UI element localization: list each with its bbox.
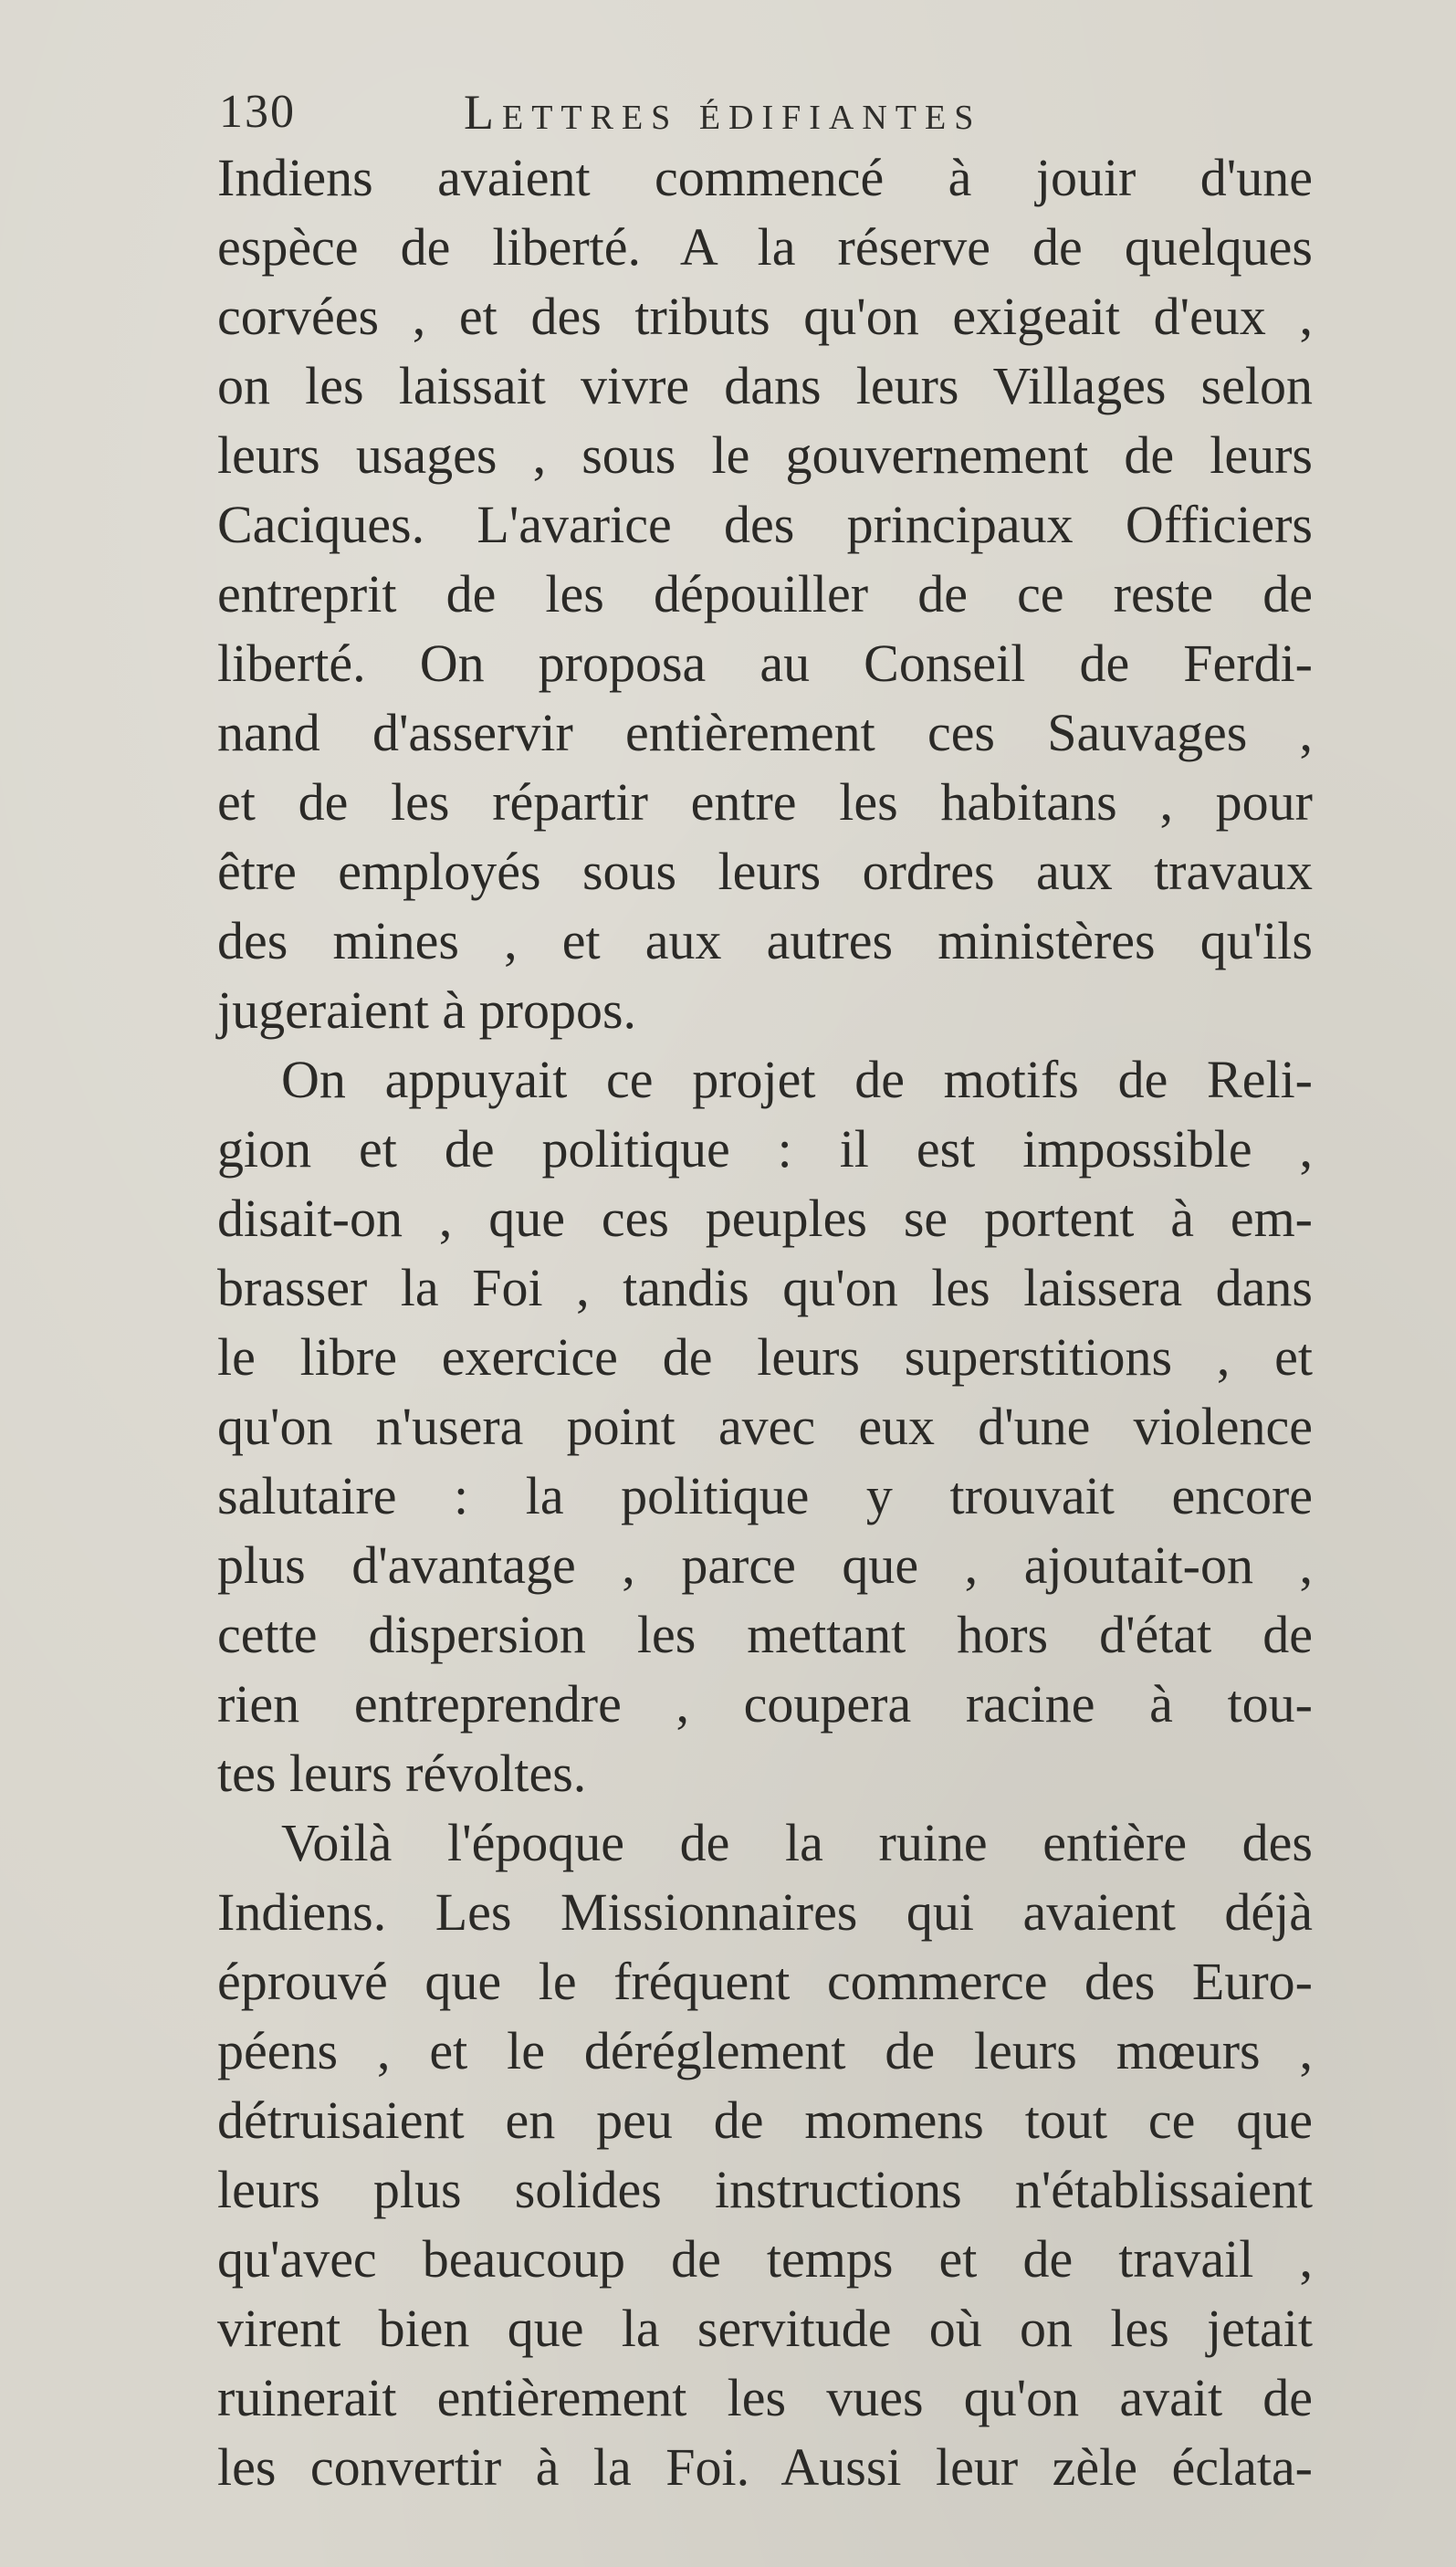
text-line: qu'on n'usera point avec eux d'une violence: [217, 1397, 1313, 1456]
text-line: plus d'avantage , parce que , ajoutait-on ,: [217, 1535, 1313, 1595]
text-line: des mines , et aux autres ministères qu'ils: [217, 911, 1313, 970]
text-line: salutaire : la politique y trouvait encore: [217, 1466, 1313, 1525]
text-line: entreprit de les dépouiller de ce reste de: [217, 564, 1313, 623]
text-line: Voilà l'époque de la ruine entière des: [281, 1813, 1313, 1872]
text-line: et de les répartir entre les habitans , pour: [217, 772, 1313, 832]
text-line: rien entreprendre , coupera racine à tou-: [217, 1674, 1313, 1734]
text-line: ruinerait entièrement les vues qu'on avait de: [217, 2368, 1313, 2427]
text-line: détruisaient en peu de momens tout ce que: [217, 2090, 1313, 2150]
text-line: jugeraient à propos.: [217, 980, 637, 1040]
text-line: tes leurs révoltes.: [217, 1744, 587, 1803]
text-line: les convertir à la Foi. Aussi leur zèle éclata-: [217, 2437, 1313, 2497]
page-number: 130: [219, 86, 296, 138]
text-line: être employés sous leurs ordres aux travaux: [217, 842, 1313, 901]
text-line: qu'avec beaucoup de temps et de travail ,: [217, 2229, 1313, 2289]
text-line: Indiens avaient commencé à jouir d'une: [217, 148, 1313, 207]
running-head: [219, 80, 1296, 144]
text-line: espèce de liberté. A la réserve de quelques: [217, 217, 1313, 277]
text-line: le libre exercice de leurs superstitions , et: [217, 1327, 1313, 1387]
running-title: Lettres édifiantes: [464, 85, 982, 140]
text-line: leurs usages , sous le gouvernement de leurs: [217, 425, 1313, 485]
text-line: virent bien que la servitude où on les jetait: [217, 2299, 1313, 2358]
text-line: liberté. On proposa au Conseil de Ferdi-: [217, 634, 1313, 693]
text-line: Caciques. L'avarice des principaux Officiers: [217, 495, 1313, 554]
text-line: gion et de politique : il est impossible ,: [217, 1119, 1313, 1179]
body-text: [217, 143, 1313, 2502]
text-line: On appuyait ce projet de motifs de Reli-: [281, 1050, 1313, 1109]
text-line: on les laissait vivre dans leurs Villages selon: [217, 356, 1313, 415]
text-line: Indiens. Les Missionnaires qui avaient déjà: [217, 1882, 1313, 1942]
text-line: nand d'asservir entièrement ces Sauvages ,: [217, 703, 1313, 762]
text-line: cette dispersion les mettant hors d'état de: [217, 1605, 1313, 1664]
text-line: leurs plus solides instructions n'établissaient: [217, 2160, 1313, 2219]
text-line: éprouvé que le fréquent commerce des Euro-: [217, 1952, 1313, 2011]
text-line: corvées , et des tributs qu'on exigeait d'eux ,: [217, 287, 1313, 346]
text-line: brasser la Foi , tandis qu'on les laissera dans: [217, 1258, 1313, 1317]
text-line: péens , et le déréglement de leurs mœurs ,: [217, 2021, 1313, 2080]
text-line: disait-on , que ces peuples se portent à em-: [217, 1189, 1313, 1248]
